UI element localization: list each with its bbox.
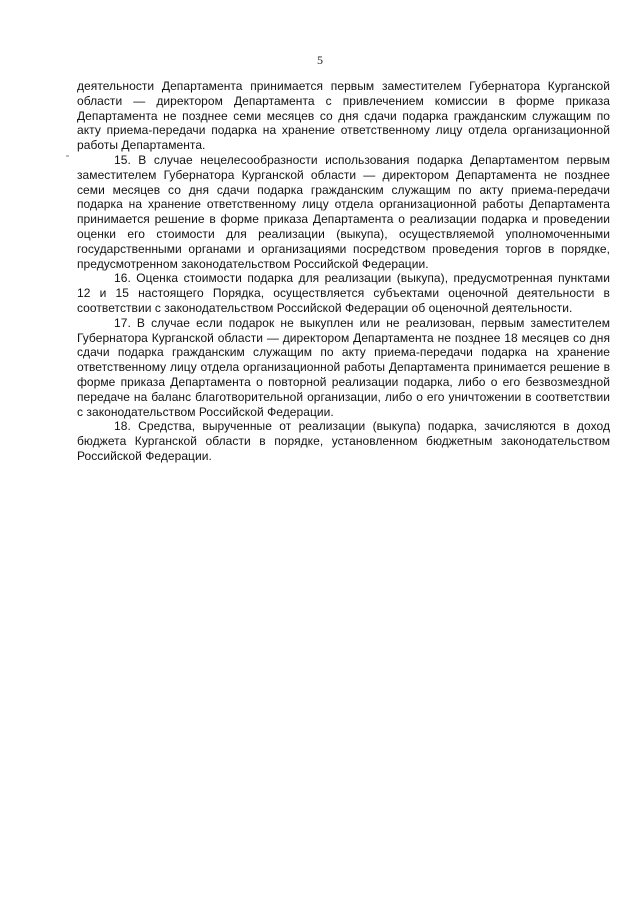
paragraph-item-18: 18. Средства, вырученные от реализации (выкупа) подарка, зачисляются в доход бюджета Курганской области в порядке, установленном бюджетным законодательством Российской Федерации.	[77, 419, 610, 463]
paragraph-item-15: 15. В случае нецелесообразности использования подарка Департаментом первым заместителем Губернатора Курганской области — директором Департамента не позднее семи месяцев со дня сдачи подарка гражданским служащим по акту приема-передачи подарка на хранение ответственному лицу отдела организационной работы Департамента принимается решение в форме приказа Департамента о реализации подарка и проведении оценки его стоимости для реализации (выкупа), осуществляемой уполномоченными государственными органами и организациями посредством проведения торгов в порядке, предусмотренном законодательством Российской Федерации.	[77, 152, 610, 271]
margin-mark	[66, 155, 69, 157]
paragraph-continuation: деятельности Департамента принимается первым заместителем Губернатора Курганской области — директором Департамента с привлечением комиссии в форме приказа Департамента не позднее семи месяцев со дня сдачи подарка гражданским служащим по акту приема-передачи подарка на хранение ответственному лицу отдела организационной работы Департамента.	[77, 79, 610, 153]
document-body	[77, 79, 610, 464]
paragraph-item-17: 17. В случае если подарок не выкуплен или не реализован, первым заместителем Губернатора Курганской области — директором Департамента не позднее 18 месяцев со дня сдачи подарка гражданским служащим по акту приема-передачи подарка на хранение ответственному лицу отдела организационной работы Департамента принимается решение в форме приказа Департамента о повторной реализации подарка, либо о его безвозмездной передаче на баланс благотворительной организации, либо о его уничтожении в соответствии с законодательством Российской Федерации.	[77, 315, 610, 419]
page-number: 5	[317, 53, 323, 67]
paragraph-item-16: 16. Оценка стоимости подарка для реализации (выкупа), предусмотренная пунктами 12 и 15 настоящего Порядка, осуществляется субъектами оценочной деятельности в соответствии с законодательством Российской Федерации об оценочной деятельности.	[77, 271, 610, 315]
